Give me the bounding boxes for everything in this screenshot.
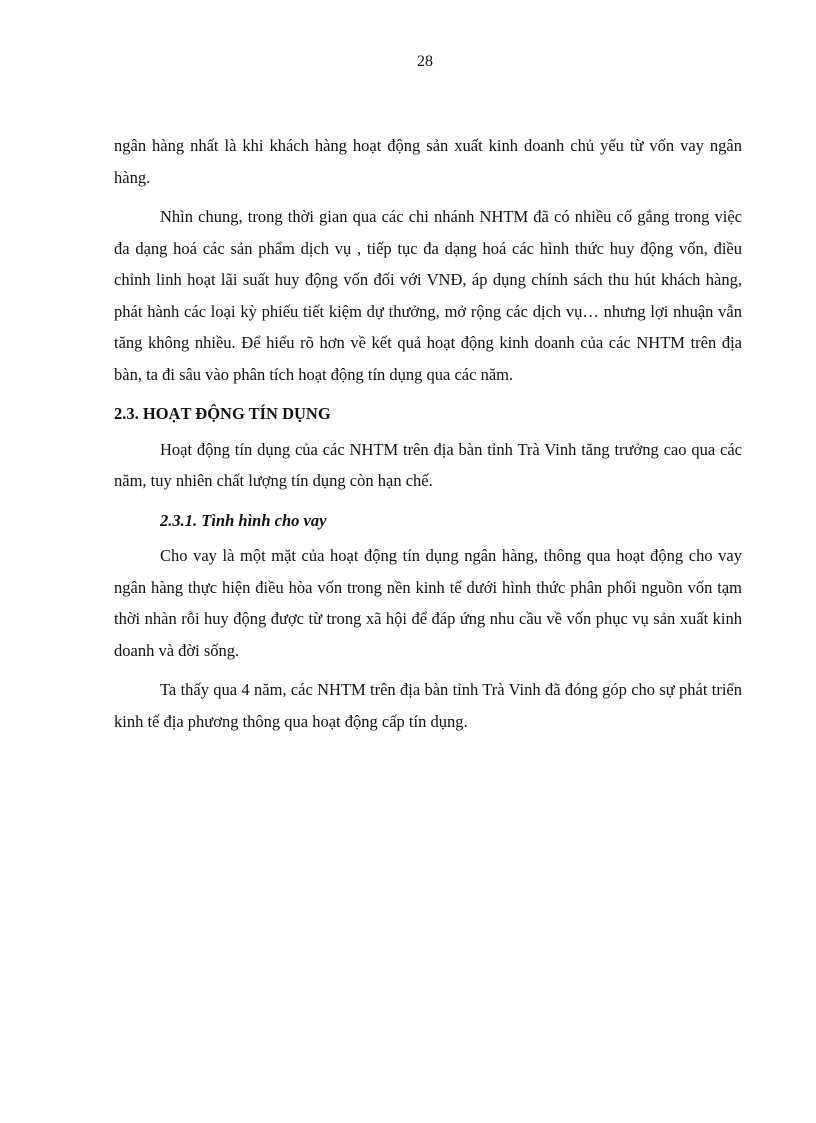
paragraph-summary: Nhìn chung, trong thời gian qua các chi nhánh NHTM đã có nhiều cố gắng trong việc đa dạng hoá các sản phẩm dịch vụ , tiếp tục đa dạng hoá các hình thức huy động vốn, điều chỉnh linh hoạt lãi suất huy động vốn đối với VNĐ, áp dụng chính sách thu hút khách hàng, phát hành các loại kỳ phiếu tiết kiệm dự thưởng, mở rộng các dịch vụ… nhưng lợi nhuận vẫn tăng không nhiều. Để hiểu rõ hơn về kết quả hoạt động kinh doanh của các NHTM trên địa bàn, ta đi sâu vào phân tích hoạt động tín dụng qua các năm. xyxy=(114,207,742,384)
paragraph-four-years: Ta thấy qua 4 năm, các NHTM trên địa bàn tỉnh Trà Vinh đã đóng góp cho sự phát triển kinh tế địa phương thông qua hoạt động cấp tín dụng. xyxy=(114,680,742,731)
page-number: 28 xyxy=(417,53,433,70)
paragraph-continuation: ngân hàng nhất là khi khách hàng hoạt động sản xuất kinh doanh chủ yếu từ vốn vay ngân hàng. xyxy=(114,136,742,187)
section-heading-2-3: 2.3. HOẠT ĐỘNG TÍN DỤNG xyxy=(114,404,331,423)
paragraph-credit-intro: Hoạt động tín dụng của các NHTM trên địa bàn tỉnh Trà Vinh tăng trưởng cao qua các năm, tuy nhiên chất lượng tín dụng còn hạn chế. xyxy=(114,439,742,490)
page-body xyxy=(114,130,742,737)
paragraph-lending-definition: Cho vay là một mặt của hoạt động tín dụng ngân hàng, thông qua hoạt động cho vay ngân hàng thực hiện điều hòa vốn trong nền kinh tế dưới hình thức phân phối nguồn vốn tạm thời nhàn rỗi huy động được từ trong xã hội để đáp ứng nhu cầu về vốn phục vụ sản xuất kinh doanh và đời sống. xyxy=(114,546,742,660)
subsection-heading-2-3-1: 2.3.1. Tình hình cho vay xyxy=(160,510,327,530)
